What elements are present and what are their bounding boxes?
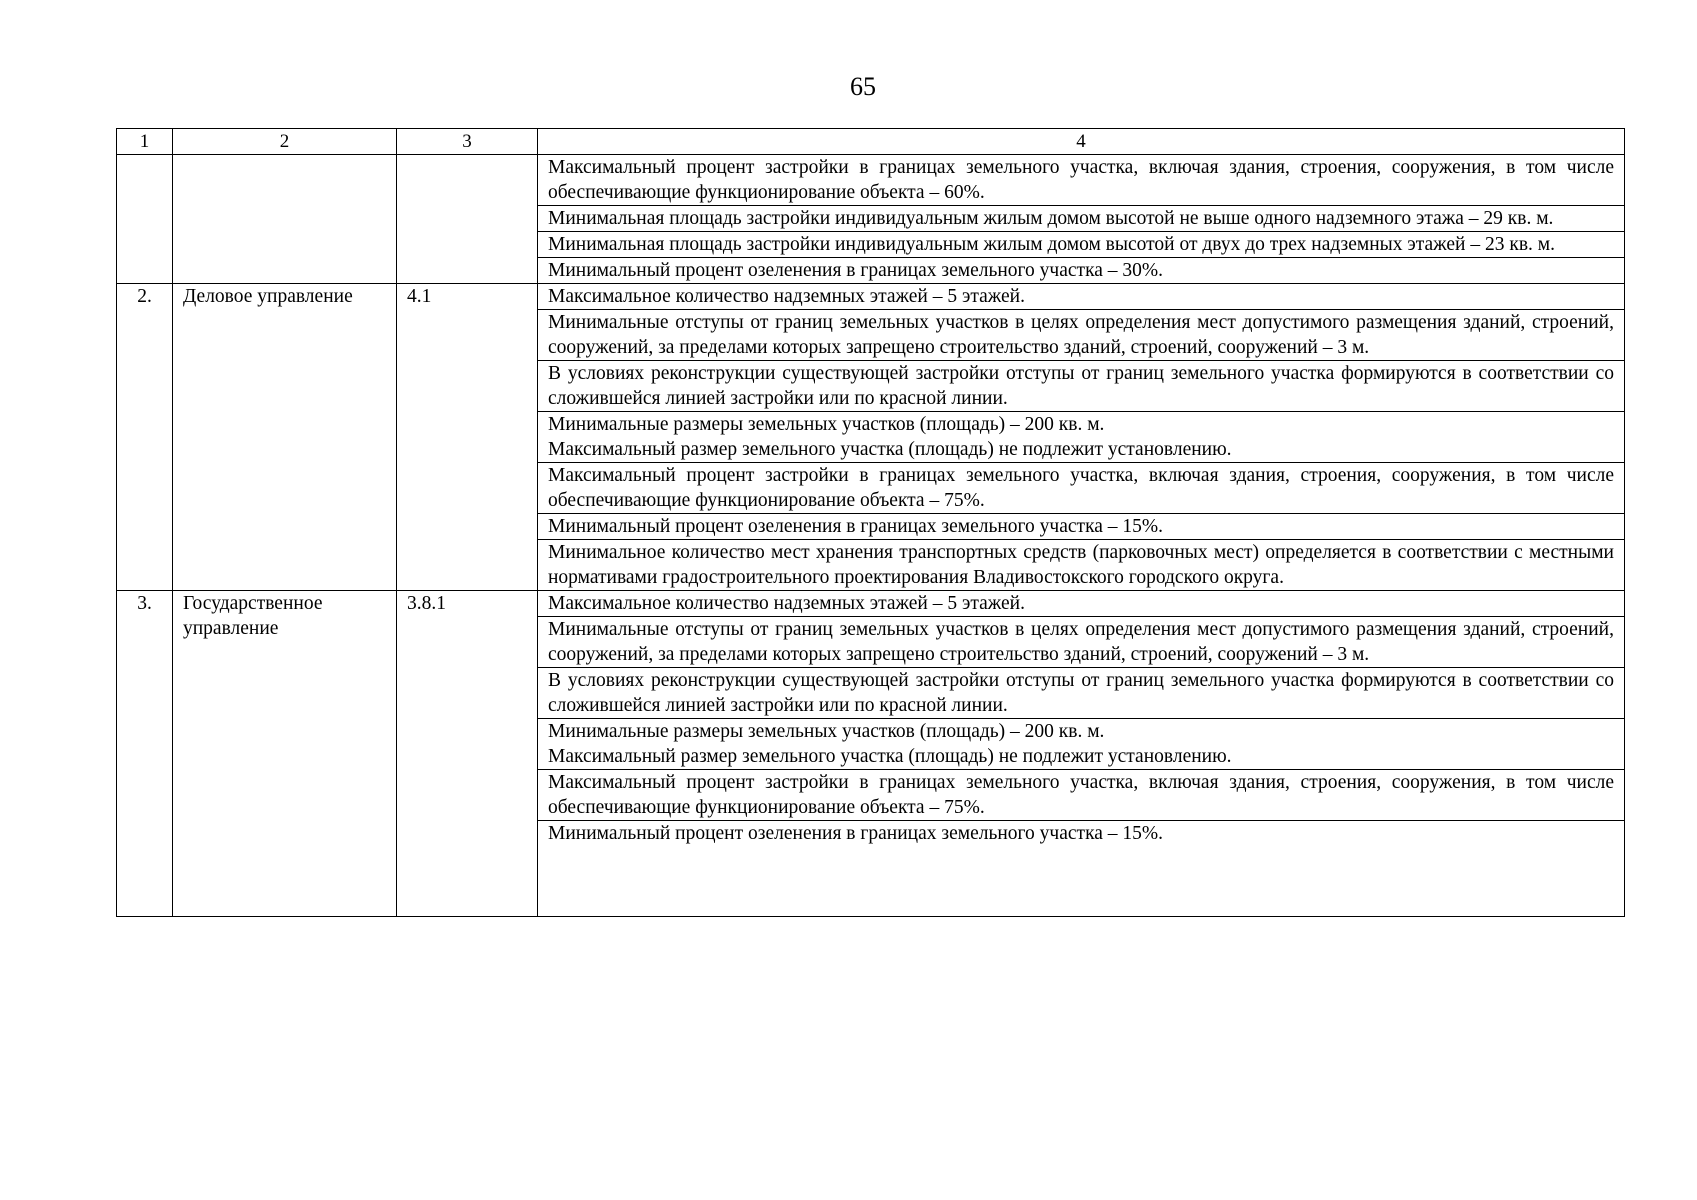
row-number-cell: [117, 155, 173, 284]
header-cell-3: 3: [397, 129, 538, 155]
header-row: [117, 129, 1625, 155]
parameter-text: Минимальный процент озеленения в границах земельного участка – 15%.: [548, 516, 1164, 537]
use-code-cell: 4.1: [397, 284, 538, 591]
parameter-text: Минимальные размеры земельных участков (площадь) – 200 кв. м.: [548, 414, 1105, 435]
parameter-cell: [538, 719, 1625, 770]
parameter-cell: [538, 463, 1625, 514]
parameter-text: Минимальные отступы от границ земельных участков в целях определения мест допустимого размещения зданий, строений, сооружений, за пределами которых запрещено строительство зданий, строений, сооружений – 3 м.: [548, 619, 1614, 665]
parameter-cell: [538, 668, 1625, 719]
parameter-text: Максимальный процент застройки в границах земельного участка, включая здания, строения, сооружения, в том числе обеспечивающие функционирование объекта – 60%.: [548, 157, 1614, 203]
parameter-cell: [538, 514, 1625, 540]
use-code-cell: 3.8.1: [397, 591, 538, 917]
parameter-cell: [538, 310, 1625, 361]
parameter-text: Минимальные отступы от границ земельных участков в целях определения мест допустимого размещения зданий, строений, сооружений, за пределами которых запрещено строительство зданий, строений, сооружений – 3 м.: [548, 312, 1614, 358]
table-body: [117, 129, 1625, 917]
header-cell-4: 4: [538, 129, 1625, 155]
parameter-cell: [538, 361, 1625, 412]
use-code-cell: [397, 155, 538, 284]
parameter-text: В условиях реконструкции существующей застройки отступы от границ земельного участка формируются в соответствии со сложившейся линией застройки или по красной линии.: [548, 363, 1614, 409]
parameter-text: Максимальное количество надземных этажей – 5 этажей.: [548, 286, 1025, 307]
table-row: [117, 284, 1625, 310]
regulations-table: [116, 128, 1625, 917]
table-row: [117, 591, 1625, 617]
parameter-cell: [538, 232, 1625, 258]
parameter-cell: [538, 770, 1625, 821]
use-name-cell: Государственное управление: [173, 591, 397, 917]
parameter-cell: [538, 591, 1625, 617]
table-row: [117, 155, 1625, 206]
parameter-text: Максимальный размер земельного участка (площадь) не подлежит установлению.: [548, 439, 1232, 460]
parameter-cell: [538, 206, 1625, 232]
row-number-cell: 2.: [117, 284, 173, 591]
parameter-cell: [538, 284, 1625, 310]
parameter-text: Минимальная площадь застройки индивидуальным жилым домом высотой не выше одного надземного этажа – 29 кв. м.: [548, 208, 1554, 229]
parameter-text: Минимальный процент озеленения в границах земельного участка – 30%.: [548, 260, 1164, 281]
parameter-text: Максимальный процент застройки в границах земельного участка, включая здания, строения, сооружения, в том числе обеспечивающие функционирование объекта – 75%.: [548, 465, 1614, 511]
use-name-cell: [173, 155, 397, 284]
parameter-text: Минимальная площадь застройки индивидуальным жилым домом высотой от двух до трех надземных этажей – 23 кв. м.: [548, 234, 1555, 255]
parameter-cell: [538, 617, 1625, 668]
use-name-cell: Деловое управление: [173, 284, 397, 591]
parameter-cell: [538, 412, 1625, 463]
parameter-cell: [538, 821, 1625, 917]
parameter-text: Максимальный процент застройки в границах земельного участка, включая здания, строения, сооружения, в том числе обеспечивающие функционирование объекта – 75%.: [548, 772, 1614, 818]
parameter-text: Максимальное количество надземных этажей – 5 этажей.: [548, 593, 1025, 614]
parameter-cell: [538, 258, 1625, 284]
parameter-text: В условиях реконструкции существующей застройки отступы от границ земельного участка формируются в соответствии со сложившейся линией застройки или по красной линии.: [548, 670, 1614, 716]
row-number-cell: 3.: [117, 591, 173, 917]
parameter-text: Минимальное количество мест хранения транспортных средств (парковочных мест) определяется в соответствии с местными нормативами градостроительного проектирования Владивостокского городского округа.: [548, 542, 1614, 588]
parameter-text: Максимальный размер земельного участка (площадь) не подлежит установлению.: [548, 746, 1232, 767]
parameter-cell: [538, 540, 1625, 591]
header-cell-2: 2: [173, 129, 397, 155]
parameter-text: Минимальный процент озеленения в границах земельного участка – 15%.: [548, 823, 1164, 844]
page-number: 65: [850, 72, 876, 101]
header-cell-1: 1: [117, 129, 173, 155]
parameter-text: Минимальные размеры земельных участков (площадь) – 200 кв. м.: [548, 721, 1105, 742]
parameter-cell: [538, 155, 1625, 206]
